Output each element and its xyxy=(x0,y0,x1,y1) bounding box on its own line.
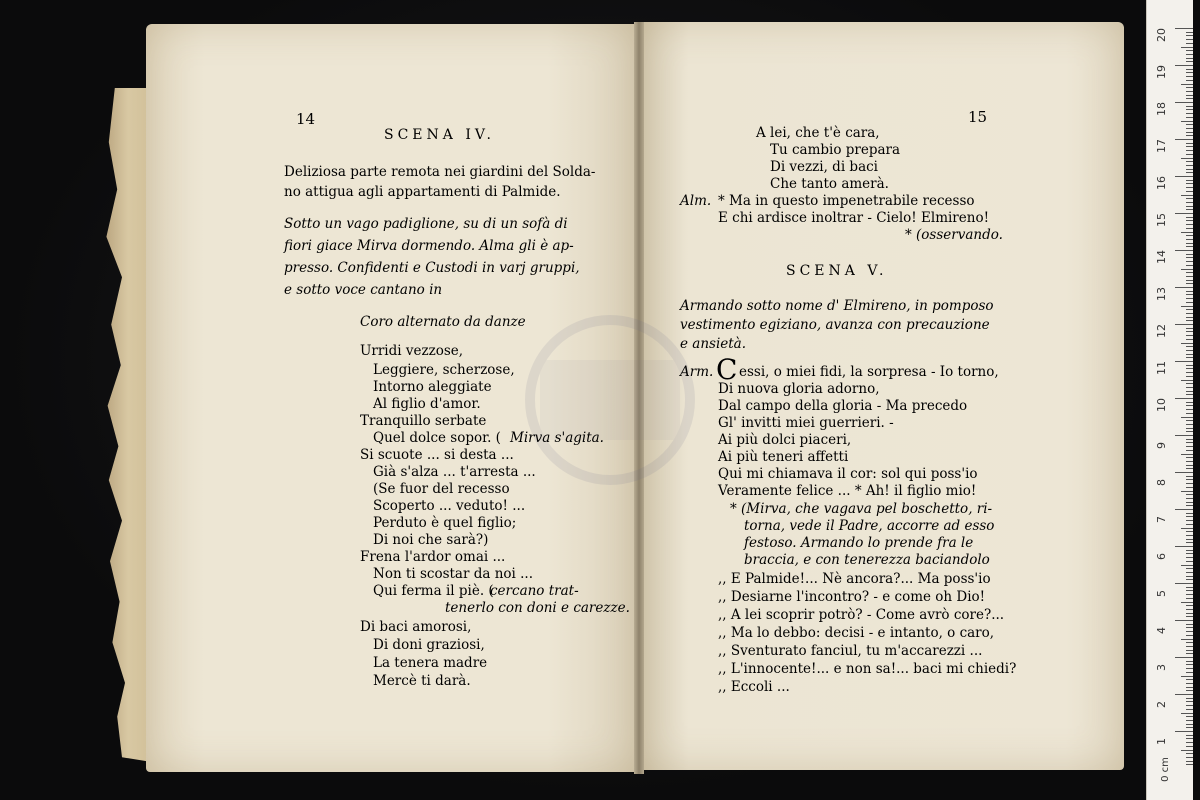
ruler-number: 11 xyxy=(1155,361,1168,375)
ruler-number: 1 xyxy=(1155,738,1168,745)
ruler-tick xyxy=(1186,331,1193,332)
ruler-tick xyxy=(1186,742,1193,743)
ruler-tick xyxy=(1186,594,1193,595)
ruler-tick xyxy=(1186,450,1193,451)
stage-aside: cercano trat- xyxy=(490,583,579,599)
ruler-tick xyxy=(1186,520,1193,521)
verse-line: Di doni graziosi, xyxy=(373,637,485,653)
ruler-tick xyxy=(1186,383,1193,384)
ruler-tick xyxy=(1186,590,1193,591)
ruler-tick xyxy=(1186,61,1193,62)
verse-line: ,, Desiarne l'incontro? - e come oh Dio! xyxy=(718,589,986,605)
ruler-tick xyxy=(1175,435,1193,436)
ruler-tick xyxy=(1175,546,1193,547)
ruler-tick xyxy=(1186,561,1193,562)
ruler-tick xyxy=(1181,750,1193,751)
ruler-tick xyxy=(1186,220,1193,221)
verse-line: Di baci amorosi, xyxy=(360,619,472,635)
ruler-tick xyxy=(1186,679,1193,680)
verse-line: Ai più teneri affetti xyxy=(718,449,849,465)
ruler-tick xyxy=(1186,165,1193,166)
ruler-tick xyxy=(1186,705,1193,706)
chorus-heading: Coro alternato da danze xyxy=(360,314,526,330)
ruler-tick xyxy=(1186,690,1193,691)
ruler-tick xyxy=(1186,461,1193,462)
ruler-tick xyxy=(1186,117,1193,118)
ruler-tick xyxy=(1175,287,1193,288)
ruler-tick xyxy=(1186,505,1193,506)
ruler-tick xyxy=(1186,257,1193,258)
ruler-tick xyxy=(1186,409,1193,410)
stage-direction-line: vestimento egiziano, avanza con precauzione xyxy=(680,317,990,333)
ruler-tick xyxy=(1186,653,1193,654)
ruler-tick xyxy=(1186,357,1193,358)
ruler-tick xyxy=(1175,213,1193,214)
scene-iv-title: SCENA IV. xyxy=(384,127,495,143)
ruler-tick xyxy=(1186,431,1193,432)
ruler-tick xyxy=(1186,513,1193,514)
ruler-tick xyxy=(1175,694,1193,695)
verse-line: * Ma in questo impenetrabile recesso xyxy=(718,193,975,209)
ruler-number: 12 xyxy=(1155,324,1168,338)
verse-line: Qui mi chiamava il cor: sol qui poss'io xyxy=(718,466,978,482)
ruler-tick xyxy=(1186,50,1193,51)
ruler-tick xyxy=(1186,579,1193,580)
verse-line: La tenera madre xyxy=(373,655,488,671)
stage-direction-line: * (Mirva, che vagava pel boschetto, ri- xyxy=(730,501,993,517)
ruler-tick xyxy=(1186,616,1193,617)
stage-direction-line: fiori giace Mirva dormendo. Alma gli è ap- xyxy=(284,238,574,254)
ruler-tick xyxy=(1186,180,1193,181)
ruler-tick xyxy=(1186,217,1193,218)
ruler-tick xyxy=(1186,206,1193,207)
ruler-tick xyxy=(1186,468,1193,469)
ruler-tick xyxy=(1186,542,1193,543)
ruler-tick xyxy=(1186,109,1193,110)
ruler-tick xyxy=(1175,324,1193,325)
stage-direction-line: torna, vede il Padre, accorre ad esso xyxy=(744,518,995,534)
measurement-ruler xyxy=(1146,0,1193,800)
ruler-tick xyxy=(1181,417,1193,418)
verse-line: Dal campo della gloria - Ma precedo xyxy=(718,398,968,414)
ruler-tick xyxy=(1186,243,1193,244)
verse-line: Di noi che sarà?) xyxy=(373,532,489,548)
stage-direction-line: e sotto voce cantano in xyxy=(284,282,443,298)
ruler-tick xyxy=(1186,465,1193,466)
ruler-tick xyxy=(1186,183,1193,184)
ruler-tick xyxy=(1186,339,1193,340)
verse-line: Scoperto ... veduto! ... xyxy=(373,498,526,514)
ruler-tick xyxy=(1186,254,1193,255)
ruler-tick xyxy=(1186,405,1193,406)
ruler-tick xyxy=(1186,209,1193,210)
ruler-tick xyxy=(1181,269,1193,270)
ruler-tick xyxy=(1186,72,1193,73)
ruler-tick xyxy=(1186,402,1193,403)
ruler-number: 6 xyxy=(1155,553,1168,560)
ruler-tick xyxy=(1181,195,1193,196)
ruler-tick xyxy=(1175,731,1193,732)
ruler-tick xyxy=(1186,735,1193,736)
ruler-tick xyxy=(1186,302,1193,303)
ruler-tick xyxy=(1186,487,1193,488)
ruler-tick xyxy=(1186,368,1193,369)
ruler-tick xyxy=(1186,457,1193,458)
verse-line: essi, o miei fidi, la sorpresa - Io torno, xyxy=(739,364,999,380)
ruler-tick xyxy=(1186,642,1193,643)
ruler-tick xyxy=(1186,228,1193,229)
ruler-tick xyxy=(1186,668,1193,669)
ruler-tick xyxy=(1186,757,1193,758)
ruler-tick xyxy=(1186,276,1193,277)
ruler-tick xyxy=(1186,76,1193,77)
ruler-tick xyxy=(1186,524,1193,525)
ruler-tick xyxy=(1186,113,1193,114)
ruler-tick xyxy=(1175,65,1193,66)
ruler-tick xyxy=(1186,376,1193,377)
ruler-tick xyxy=(1186,132,1193,133)
ruler-tick xyxy=(1186,476,1193,477)
verse-line: Al figlio d'amor. xyxy=(373,396,481,412)
ruler-tick xyxy=(1186,442,1193,443)
ruler-tick xyxy=(1186,428,1193,429)
ruler-tick xyxy=(1186,587,1193,588)
ruler-tick xyxy=(1186,239,1193,240)
ruler-number: 20 xyxy=(1155,28,1168,42)
ruler-number: 5 xyxy=(1155,590,1168,597)
setting-line: Deliziosa parte remota nei giardini del Solda- xyxy=(284,164,596,180)
ruler-tick xyxy=(1186,420,1193,421)
verse-line: Veramente felice ... * Ah! il figlio mio! xyxy=(718,483,977,499)
ruler-tick xyxy=(1186,317,1193,318)
verse-line: Tu cambio prepara xyxy=(770,142,901,158)
ruler-tick xyxy=(1186,753,1193,754)
stage-direction-line: Armando sotto nome d' Elmireno, in pomposo xyxy=(680,298,994,314)
ruler-number: 9 xyxy=(1155,442,1168,449)
verse-line: ,, Eccoli ... xyxy=(718,679,790,695)
ruler-tick xyxy=(1186,646,1193,647)
ruler-tick xyxy=(1181,528,1193,529)
ruler-tick xyxy=(1175,472,1193,473)
verse-line: Qui ferma il piè. ( xyxy=(373,583,494,599)
ruler-tick xyxy=(1186,557,1193,558)
verse-line: (Se fuor del recesso xyxy=(373,481,510,497)
verse-line: Perduto è quel figlio; xyxy=(373,515,517,531)
ruler-tick xyxy=(1186,198,1193,199)
ruler-tick xyxy=(1186,483,1193,484)
ruler-tick xyxy=(1186,413,1193,414)
ruler-tick xyxy=(1186,531,1193,532)
ruler-tick xyxy=(1175,398,1193,399)
ruler-tick xyxy=(1181,306,1193,307)
ruler-tick xyxy=(1175,176,1193,177)
ruler-tick xyxy=(1186,727,1193,728)
ruler-tick xyxy=(1186,272,1193,273)
ruler-tick xyxy=(1181,602,1193,603)
ruler-tick xyxy=(1186,687,1193,688)
verse-line: Di vezzi, di baci xyxy=(770,159,878,175)
ruler-tick xyxy=(1186,106,1193,107)
ruler-tick xyxy=(1186,387,1193,388)
ruler-tick xyxy=(1186,69,1193,70)
verse-line: Di nuova gloria adorno, xyxy=(718,381,880,397)
ruler-tick xyxy=(1186,424,1193,425)
ruler-tick xyxy=(1186,446,1193,447)
ruler-tick xyxy=(1186,298,1193,299)
stage-direction-line: presso. Confidenti e Custodi in varj gruppi, xyxy=(284,260,580,276)
drop-cap: C xyxy=(716,353,738,386)
verse-line: Intorno aleggiate xyxy=(373,379,492,395)
verse-line: A lei, che t'è cara, xyxy=(756,125,880,141)
book-gutter xyxy=(634,22,644,774)
ruler-tick xyxy=(1186,365,1193,366)
ruler-tick xyxy=(1186,391,1193,392)
ruler-tick xyxy=(1186,701,1193,702)
ruler-tick xyxy=(1181,343,1193,344)
ruler-tick xyxy=(1186,54,1193,55)
ruler-tick xyxy=(1186,631,1193,632)
ruler-tick xyxy=(1186,346,1193,347)
ruler-tick xyxy=(1181,565,1193,566)
ruler-tick xyxy=(1175,361,1193,362)
ruler-number: 7 xyxy=(1155,516,1168,523)
verse-line: Gl' invitti miei guerrieri. - xyxy=(718,415,894,431)
speaker-label: Arm. xyxy=(680,364,714,380)
ruler-tick xyxy=(1181,639,1193,640)
ruler-tick xyxy=(1186,746,1193,747)
ruler-tick xyxy=(1186,535,1193,536)
ruler-tick xyxy=(1186,154,1193,155)
ruler-tick xyxy=(1186,576,1193,577)
ruler-tick xyxy=(1186,43,1193,44)
ruler-tick xyxy=(1181,713,1193,714)
ruler-tick xyxy=(1181,232,1193,233)
ruler-tick xyxy=(1186,709,1193,710)
ruler-unit-label: 0 cm xyxy=(1159,757,1171,782)
stage-aside: * (osservando. xyxy=(905,227,1003,243)
ruler-tick xyxy=(1186,235,1193,236)
ruler-number: 16 xyxy=(1155,176,1168,190)
verse-line: Mercè ti darà. xyxy=(373,673,471,689)
ruler-tick xyxy=(1186,553,1193,554)
ruler-tick xyxy=(1186,95,1193,96)
stage-direction-line: festoso. Armando lo prende fra le xyxy=(744,535,974,551)
right-page-number: 15 xyxy=(968,108,988,126)
ruler-tick xyxy=(1186,724,1193,725)
verse-line: ,, Sventurato fanciul, tu m'accarezzi ... xyxy=(718,643,983,659)
ruler-tick xyxy=(1186,516,1193,517)
ruler-tick xyxy=(1186,161,1193,162)
ruler-tick xyxy=(1186,439,1193,440)
ruler-tick xyxy=(1186,309,1193,310)
ruler-tick xyxy=(1186,35,1193,36)
verse-line: Ai più dolci piaceri, xyxy=(718,432,852,448)
ruler-tick xyxy=(1175,28,1193,29)
ruler-tick xyxy=(1186,150,1193,151)
ruler-tick xyxy=(1186,313,1193,314)
ruler-tick xyxy=(1186,294,1193,295)
ruler-tick xyxy=(1186,716,1193,717)
setting-line: no attigua agli appartamenti di Palmide. xyxy=(284,184,561,200)
verse-line: Che tanto amerà. xyxy=(770,176,889,192)
ruler-tick xyxy=(1186,280,1193,281)
ruler-tick xyxy=(1186,720,1193,721)
ruler-number: 19 xyxy=(1155,65,1168,79)
ruler-tick xyxy=(1186,664,1193,665)
stage-aside: Mirva s'agita. xyxy=(510,430,604,446)
ruler-tick xyxy=(1186,738,1193,739)
ruler-tick xyxy=(1186,627,1193,628)
ruler-tick xyxy=(1186,609,1193,610)
ruler-tick xyxy=(1186,202,1193,203)
verse-line: Non ti scostar da noi ... xyxy=(373,566,534,582)
ruler-tick xyxy=(1186,572,1193,573)
ruler-tick xyxy=(1186,91,1193,92)
ruler-tick xyxy=(1186,479,1193,480)
stage-direction-line: braccia, e con tenerezza baciandolo xyxy=(744,552,990,568)
ruler-number: 3 xyxy=(1155,664,1168,671)
ruler-tick xyxy=(1186,283,1193,284)
ruler-tick xyxy=(1181,380,1193,381)
ruler-number: 10 xyxy=(1155,398,1168,412)
scene-v-title: SCENA V. xyxy=(786,263,888,279)
ruler-tick xyxy=(1186,39,1193,40)
ruler-tick xyxy=(1186,605,1193,606)
ruler-tick xyxy=(1186,394,1193,395)
ruler-tick xyxy=(1186,291,1193,292)
ruler-tick xyxy=(1186,261,1193,262)
ruler-tick xyxy=(1186,146,1193,147)
ruler-tick xyxy=(1186,661,1193,662)
ruler-tick xyxy=(1175,250,1193,251)
ruler-tick xyxy=(1175,657,1193,658)
ruler-tick xyxy=(1186,87,1193,88)
ruler-tick xyxy=(1186,498,1193,499)
ruler-tick xyxy=(1186,650,1193,651)
verse-line: Si scuote ... si desta ... xyxy=(360,447,514,463)
ruler-tick xyxy=(1186,32,1193,33)
verse-line: Leggiere, scherzose, xyxy=(373,362,515,378)
ruler-tick xyxy=(1175,583,1193,584)
ruler-tick xyxy=(1186,539,1193,540)
ruler-number: 8 xyxy=(1155,479,1168,486)
ruler-number: 17 xyxy=(1155,139,1168,153)
ruler-number: 15 xyxy=(1155,213,1168,227)
stage-direction-line: e ansietà. xyxy=(680,336,747,352)
ruler-tick xyxy=(1186,224,1193,225)
ruler-number: 18 xyxy=(1155,102,1168,116)
ruler-tick xyxy=(1186,191,1193,192)
ruler-tick xyxy=(1186,502,1193,503)
ruler-tick xyxy=(1186,672,1193,673)
ruler-tick xyxy=(1186,613,1193,614)
ruler-tick xyxy=(1186,494,1193,495)
ruler-tick xyxy=(1186,764,1193,765)
ruler-tick xyxy=(1181,84,1193,85)
ruler-tick xyxy=(1186,698,1193,699)
speaker-label: Alm. xyxy=(680,193,712,209)
verse-line: ,, Ma lo debbo: decisi - e intanto, o caro, xyxy=(718,625,995,641)
ruler-tick xyxy=(1175,139,1193,140)
ruler-tick xyxy=(1181,454,1193,455)
left-page-number: 14 xyxy=(296,110,316,128)
ruler-tick xyxy=(1186,550,1193,551)
stage-aside: tenerlo con doni e carezze. xyxy=(445,600,630,616)
verse-line: Frena l'ardor omai ... xyxy=(360,549,506,565)
stage-direction-line: Sotto un vago padiglione, su di un sofà di xyxy=(284,216,568,232)
ruler-tick xyxy=(1186,320,1193,321)
verse-line: ,, A lei scoprir potrò? - Come avrò core?... xyxy=(718,607,1005,623)
ruler-tick xyxy=(1186,683,1193,684)
ruler-tick xyxy=(1186,169,1193,170)
ruler-number: 13 xyxy=(1155,287,1168,301)
ruler-number: 14 xyxy=(1155,250,1168,264)
ruler-tick xyxy=(1186,624,1193,625)
ruler-tick xyxy=(1186,265,1193,266)
ruler-tick xyxy=(1186,354,1193,355)
ruler-tick xyxy=(1186,246,1193,247)
ruler-tick xyxy=(1181,158,1193,159)
ruler-tick xyxy=(1186,172,1193,173)
verse-line: Tranquillo serbate xyxy=(360,413,487,429)
ruler-number: 2 xyxy=(1155,701,1168,708)
ruler-tick xyxy=(1186,187,1193,188)
verse-line: E chi ardisce inoltrar - Cielo! Elmireno! xyxy=(718,210,990,226)
ruler-tick xyxy=(1186,568,1193,569)
ruler-tick xyxy=(1175,509,1193,510)
ruler-tick xyxy=(1181,491,1193,492)
ruler-tick xyxy=(1181,121,1193,122)
verse-line: ,, E Palmide!... Nè ancora?... Ma poss'io xyxy=(718,571,991,587)
ruler-tick xyxy=(1186,143,1193,144)
ruler-tick xyxy=(1186,350,1193,351)
ruler-tick xyxy=(1186,328,1193,329)
ruler-tick xyxy=(1186,635,1193,636)
verse-line: Urridi vezzose, xyxy=(360,343,464,359)
ruler-tick xyxy=(1186,98,1193,99)
ruler-tick xyxy=(1186,335,1193,336)
ruler-tick xyxy=(1186,135,1193,136)
ruler-number: 4 xyxy=(1155,627,1168,634)
ruler-tick xyxy=(1181,47,1193,48)
verse-line: Già s'alza ... t'arresta ... xyxy=(373,464,536,480)
ruler-tick xyxy=(1175,620,1193,621)
verse-line: Quel dolce sopor. ( xyxy=(373,430,501,446)
ruler-tick xyxy=(1186,124,1193,125)
verse-line: ,, L'innocente!... e non sa!... baci mi chiedi? xyxy=(718,661,1017,677)
ruler-tick xyxy=(1186,598,1193,599)
ruler-tick xyxy=(1175,102,1193,103)
ruler-tick xyxy=(1181,676,1193,677)
ruler-tick xyxy=(1186,372,1193,373)
ruler-tick xyxy=(1186,58,1193,59)
ruler-tick xyxy=(1186,80,1193,81)
ruler-tick xyxy=(1186,761,1193,762)
ruler-tick xyxy=(1186,128,1193,129)
